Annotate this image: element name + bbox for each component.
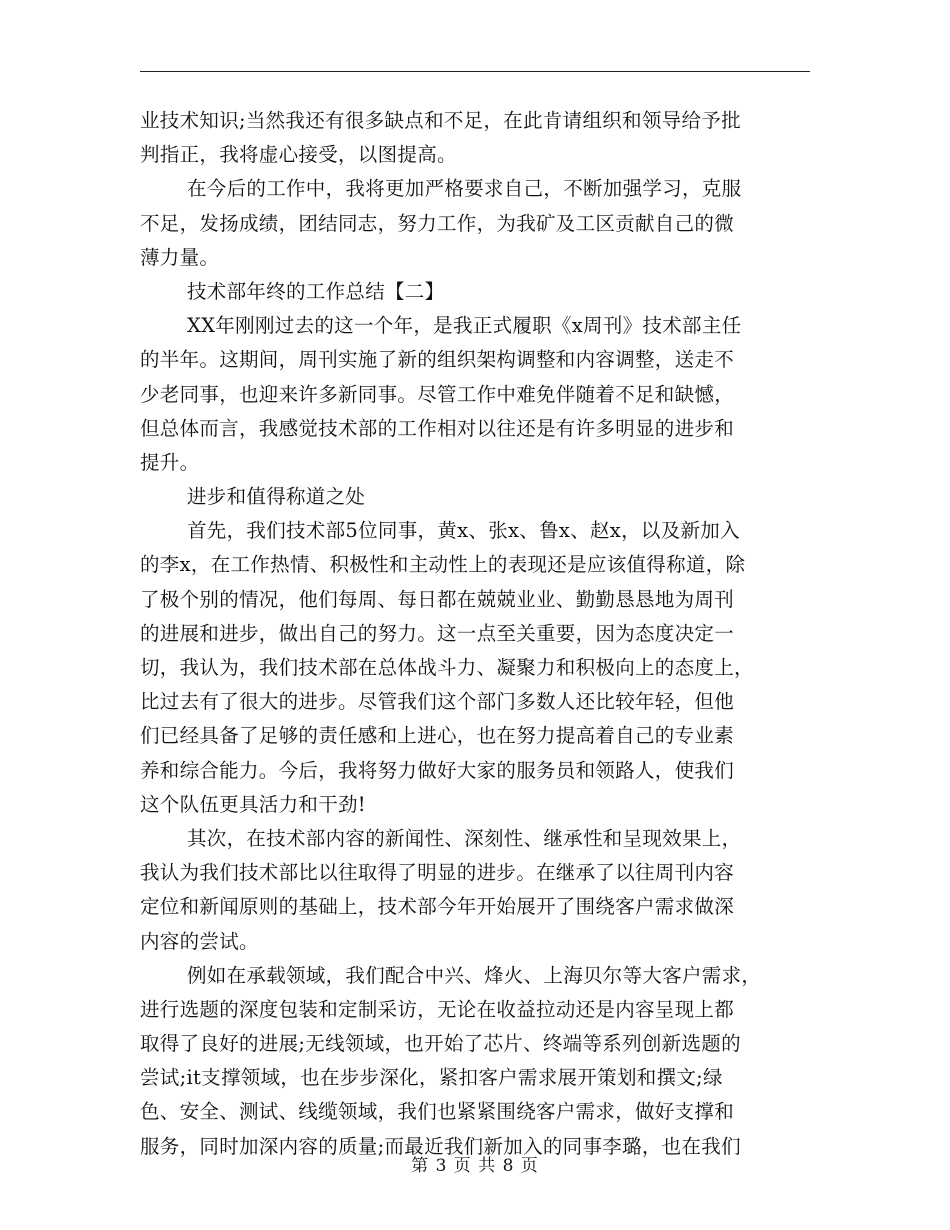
text-line: 其次，在技术部内容的新闻性、深刻性、继承性和呈现效果上，: [187, 826, 742, 850]
text-line: 例如在承载领域，我们配合中兴、烽火、上海贝尔等大客户需求，: [187, 963, 762, 987]
text-line: 内容的尝试。: [140, 929, 259, 953]
text-line: 尝试;it支撑领域，也在步步深化，紧扣客户需求展开策划和撰文;绿: [140, 1066, 723, 1090]
text-line: 的李x，在工作热情、积极性和主动性上的表现还是应该值得称道，除: [140, 553, 746, 577]
text-line: 在今后的工作中，我将更加严格要求自己，不断加强学习，克服: [187, 177, 742, 201]
text-line: 技术部年终的工作总结【二】: [187, 279, 445, 303]
text-line: 养和综合能力。今后，我将努力做好大家的服务员和领路人，使我们: [140, 758, 735, 782]
text-line: 们已经具备了足够的责任感和上进心，也在努力提高着自己的专业素: [140, 724, 735, 748]
page-footer: 第 3 页 共 8 页: [411, 1156, 539, 1176]
text-line: 但总体而言，我感觉技术部的工作相对以往还是有许多明显的进步和: [140, 416, 735, 440]
text-line: 色、安全、测试、线缆领域，我们也紧紧围绕客户需求，做好支撑和: [140, 1100, 735, 1124]
text-line: 业技术知识;当然我还有很多缺点和不足，在此肯请组织和领导给予批: [140, 109, 741, 132]
text-line: 不足，发扬成绩，团结同志，努力工作，为我矿及工区贡献自己的微: [140, 211, 735, 235]
text-line: 的半年。这期间，周刊实施了新的组织架构调整和内容调整，送走不: [140, 348, 735, 372]
text-line: 首先，我们技术部5位同事，黄x、张x、鲁x、赵x，以及新加入: [187, 519, 740, 543]
text-line: 薄力量。: [140, 245, 220, 269]
text-line: 判指正，我将虚心接受，以图提高。: [140, 143, 457, 167]
text-line: 进步和值得称道之处: [187, 485, 366, 509]
text-line: 我认为我们技术部比以往取得了明显的进步。在继承了以往周刊内容: [140, 861, 735, 885]
text-line: 了极个别的情况，他们每周、每日都在兢兢业业、勤勤恳恳地为周刊: [140, 587, 735, 611]
text-line: 提升。: [140, 450, 200, 474]
text-line: 取得了良好的进展;无线领域，也开始了芯片、终端等系列创新选题的: [140, 1032, 741, 1056]
text-line: 进行选题的深度包装和定制采访，无论在收益拉动还是内容呈现上都: [140, 997, 735, 1021]
text-line: 服务，同时加深内容的质量;而最近我们新加入的同事李璐，也在我们: [140, 1134, 741, 1158]
text-line: XX年刚刚过去的这一个年，是我正式履职《x周刊》技术部主任: [187, 314, 742, 338]
text-line: 的进展和进步，做出自己的努力。这一点至关重要，因为态度决定一: [140, 621, 735, 645]
text-line: 比过去有了很大的进步。尽管我们这个部门多数人还比较年轻，但他: [140, 690, 735, 714]
text-line: 少老同事，也迎来许多新同事。尽管工作中难免伴随着不足和缺憾，: [140, 382, 735, 406]
text-line: 切，我认为，我们技术部在总体战斗力、凝聚力和积极向上的态度上，: [140, 656, 754, 679]
text-line: 这个队伍更具活力和干劲!: [140, 792, 366, 816]
text-line: 定位和新闻原则的基础上，技术部今年开始展开了围绕客户需求做深: [140, 895, 735, 919]
header-rule: [140, 71, 810, 72]
document-body: [140, 104, 810, 1164]
